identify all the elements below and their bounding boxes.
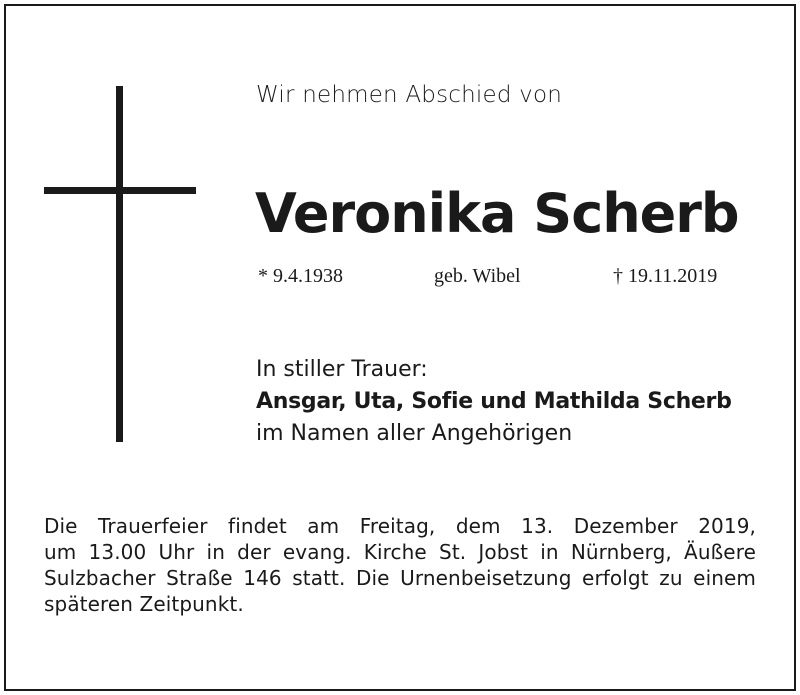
notice-line: späteren Zeitpunkt. xyxy=(44,592,244,616)
maiden-name: geb. Wibel xyxy=(434,265,521,287)
birth-date: * 9.4.1938 xyxy=(258,265,343,287)
funeral-notice xyxy=(44,513,756,617)
notice-line: um 13.00 Uhr in der evang. Kirche St. Jobst in Nürnberg, Äußere xyxy=(44,540,756,564)
cross-horizontal-bar xyxy=(44,187,196,194)
mourning-label: In stiller Trauer: xyxy=(256,357,428,382)
mourners-names: Ansgar, Uta, Sofie und Mathilda Scherb xyxy=(256,389,732,414)
notice-line: Die Trauerfeier findet am Freitag, dem 13. Dezember 2019, xyxy=(44,514,756,538)
death-date: † 19.11.2019 xyxy=(613,265,718,287)
notice-line: Sulzbacher Straße 146 statt. Die Urnenbeisetzung erfolgt zu einem xyxy=(44,566,756,590)
deceased-name: Veronika Scherb xyxy=(255,182,739,245)
cross-vertical-bar xyxy=(116,86,123,442)
intro-text: Wir nehmen Abschied von xyxy=(256,82,562,108)
mourners-note: im Namen aller Angehörigen xyxy=(256,421,573,446)
